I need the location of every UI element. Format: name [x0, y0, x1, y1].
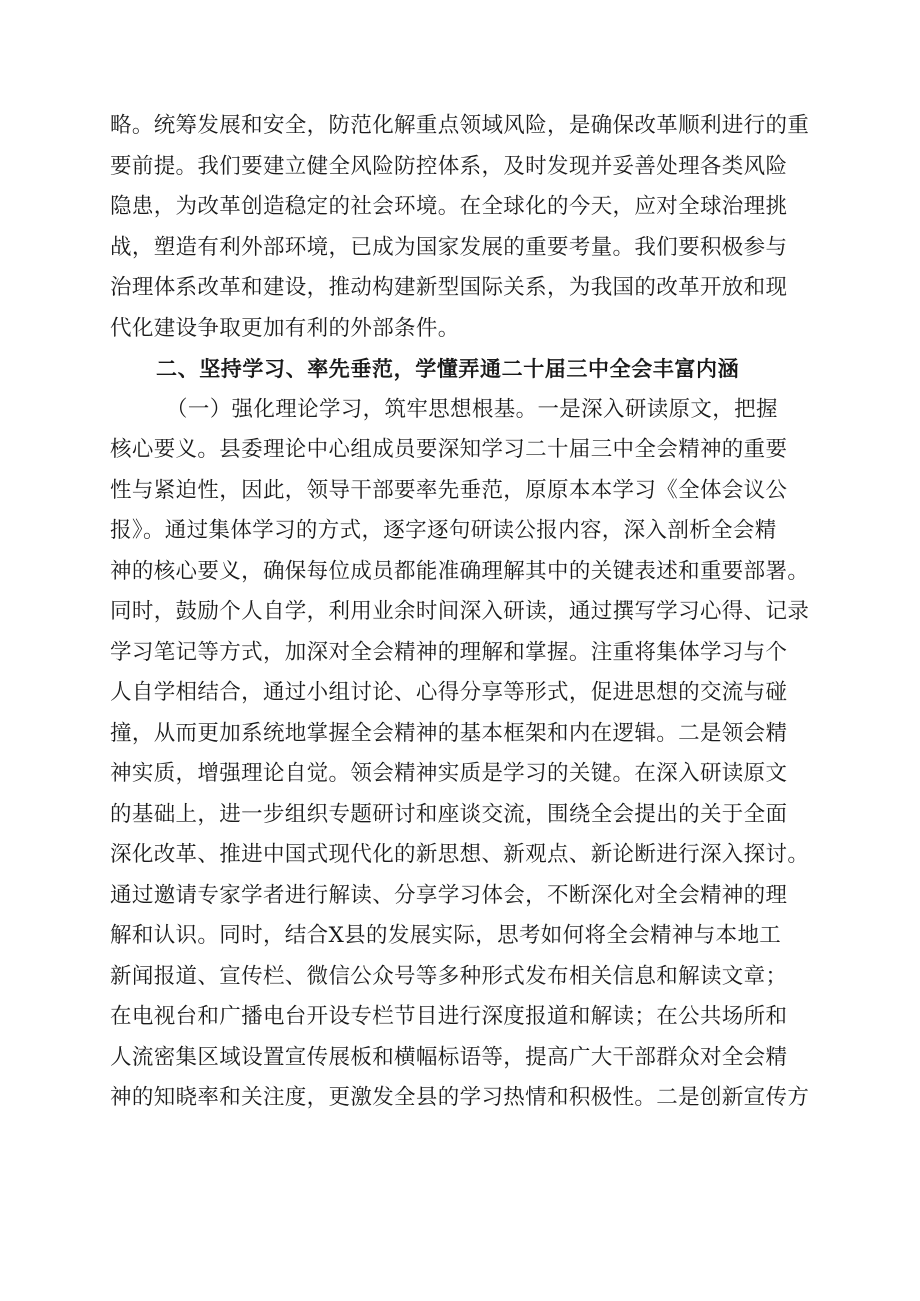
text-line: 隐患，为改革创造稳定的社会环境。在全球化的今天，应对全球治理挑 — [110, 194, 788, 219]
text-line: 略。统筹发展和安全，防范化解重点领域风险，是确保改革顺利进行的重 — [110, 113, 810, 138]
text-line: 核心要义。县委理论中心组成员要深知学习二十届三中全会精神的重要 — [110, 437, 788, 462]
text-line: 治理体系改革和建设，推动构建新型国际关系，为我国的改革开放和现 — [110, 275, 788, 300]
text-line: 解和认识。同时，结合X县的发展实际，思考如何将全会精神与本地工 — [110, 923, 782, 948]
document-body — [110, 106, 825, 1119]
text-line: 深化改革、推进中国式现代化的新思想、新观点、新论断进行深入探讨。 — [110, 842, 810, 867]
text-line: 神实质，增强理论自觉。领会精神实质是学习的关键。在深入研读原文 — [110, 761, 788, 786]
text-line: 通过邀请专家学者进行解读、分享学习体会，不断深化对全会精神的理 — [110, 882, 788, 908]
text-line: 学习笔记等方式，加深对全会精神的理解和掌握。注重将集体学习与个 — [110, 639, 788, 665]
subsection-first-line: （一）强化理论学习，筑牢思想根基。一是深入研读原文，把握 — [166, 396, 778, 422]
text-line: 在电视台和广播电台开设专栏节目进行深度报道和解读；在公共场所和 — [110, 1004, 788, 1029]
text-line: 同时，鼓励个人自学，利用业余时间深入研读，通过撰写学习心得、记录 — [110, 599, 810, 624]
text-line: 性与紧迫性，因此，领导干部要率先垂范，原原本本学习《全体会议公 — [110, 477, 788, 503]
text-line: 要前提。我们要建立健全风险防控体系，及时发现并妥善处理各类风险 — [110, 153, 788, 179]
text-line: 代化建设争取更加有利的外部条件。 — [110, 315, 460, 341]
text-line: 神的知晓率和关注度，更激发全县的学习热情和积极性。二是创新宣传方 — [110, 1085, 810, 1110]
text-line: 战，塑造有利外部环境，已成为国家发展的重要考量。我们要积极参与 — [110, 234, 788, 260]
text-line: 新闻报道、宣传栏、微信公众号等多种形式发布相关信息和解读文章； — [110, 963, 788, 989]
text-line: 的基础上，进一步组织专题研讨和座谈交流，围绕全会提出的关于全面 — [110, 801, 788, 827]
text-line: 撞，从而更加系统地掌握全会精神的基本框架和内在逻辑。二是领会精 — [110, 720, 788, 746]
text-line: 报》。通过集体学习的方式，逐字逐句研读公报内容，深入剖析全会精 — [110, 518, 777, 543]
text-line: 人自学相结合，通过小组讨论、心得分享等形式，促进思想的交流与碰 — [110, 680, 788, 705]
text-line: 神的核心要义，确保每位成员都能准确理解其中的关键表述和重要部署。 — [110, 558, 810, 584]
text-line: 人流密集区域设置宣传展板和横幅标语等，提高广大干部群众对全会精 — [110, 1044, 788, 1070]
section-heading: 二、坚持学习、率先垂范，学懂弄通二十届三中全会丰富内涵 — [156, 357, 740, 381]
